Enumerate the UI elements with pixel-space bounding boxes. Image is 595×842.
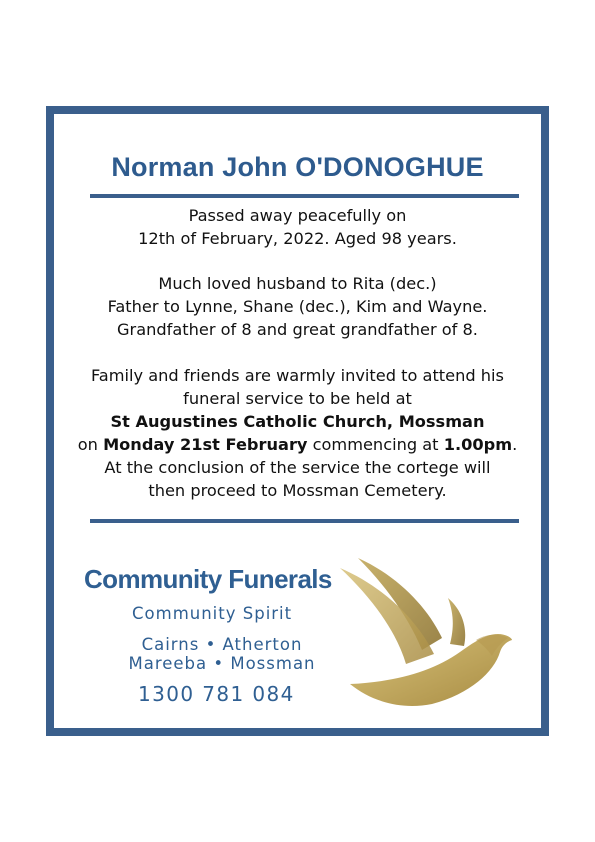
family-paragraph [54,272,541,341]
funeral-home-locations [112,635,332,673]
service-line-1: Family and friends are warmly invited to attend his [90,366,504,385]
service-datetime [54,433,541,456]
service-line-6: then proceed to Mossman Cemetery. [148,481,447,500]
service-line-2: funeral service to be held at [183,389,412,408]
service-time: 1.00pm [443,435,513,454]
on-text: on [77,435,104,454]
funeral-notice-frame [46,106,549,736]
funeral-home-phone: 1300 781 084 [138,682,295,706]
funeral-home-tagline: Community Spirit [132,604,293,623]
top-divider [90,194,519,198]
locations-line-2: Mareeba • Mossman [128,654,316,673]
dove-icon [336,554,516,714]
family-line-1: Much loved husband to Rita (dec.) [158,274,437,293]
service-date: Monday 21st February [103,435,308,454]
family-line-3: Grandfather of 8 and great grandfather of 8. [117,320,478,339]
family-line-2: Father to Lynne, Shane (dec.), Kim and Wayne. [107,297,488,316]
period-text: . [512,435,518,454]
venue-name: St Augustines Catholic Church, Mossman [110,412,485,431]
passing-line-1: Passed away peacefully on [188,206,407,225]
service-paragraph [54,364,541,502]
funeral-home-name: Community Funerals [84,564,332,594]
service-venue [54,410,541,433]
passing-paragraph [54,204,541,250]
deceased-name: Norman John O'DONOGHUE [111,152,484,182]
locations-line-1: Cairns • Atherton [141,635,303,654]
commencing-text: commencing at [307,435,444,454]
passing-line-2: 12th of February, 2022. Aged 98 years. [138,229,457,248]
bottom-divider [90,519,519,523]
service-line-5: At the conclusion of the service the cortege will [104,458,491,477]
